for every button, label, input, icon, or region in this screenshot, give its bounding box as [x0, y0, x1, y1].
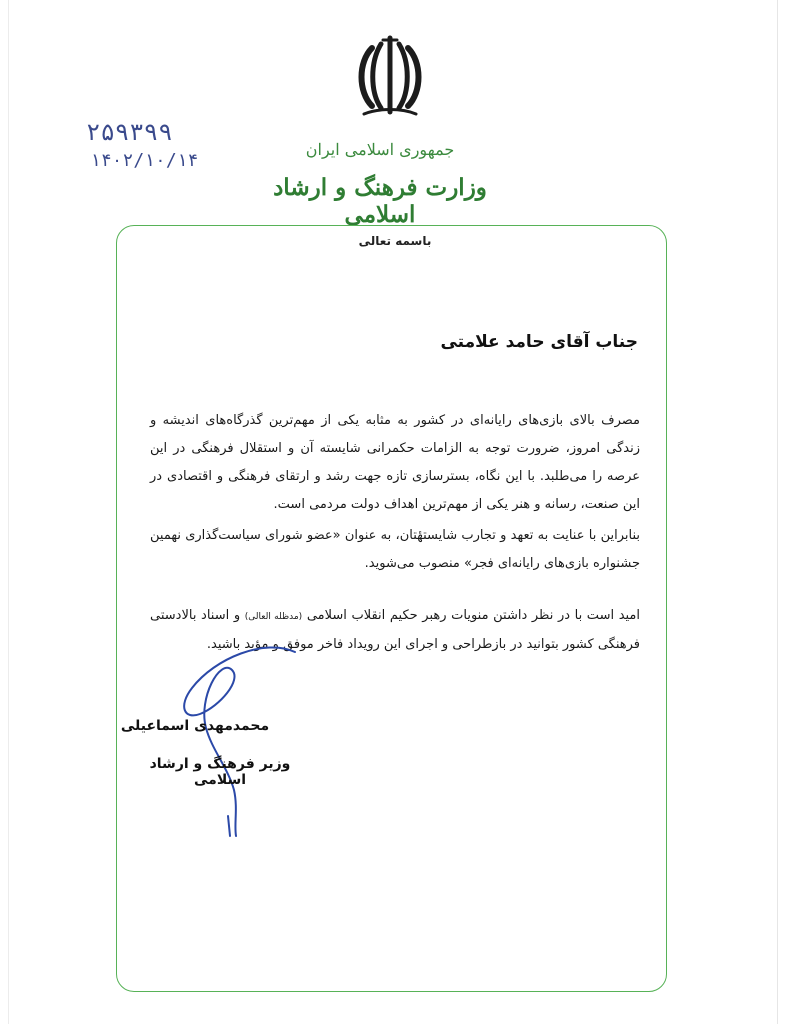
- paragraph-3-end: و اسناد بالادستی فرهنگی کشور بتوانید در بازطراحی و اجرای این رویداد فاخر موفق و مؤید باشید.: [150, 608, 640, 652]
- paragraph-3-start: امید است با در نظر داشتن منویات رهبر حکیم انقلاب اسلامی: [306, 608, 641, 623]
- ministry-name: وزارت فرهنگ و ارشاد اسلامی: [273, 174, 487, 228]
- signer-title: وزیر فرهنگ و ارشاد اسلامی: [149, 756, 291, 788]
- paragraph-2: بنابراین با عنایت به تعهد و تجارب شایستهٔتان، به عنوان «عضو شورای سیاست‌گذاری نهمین جشنواره بازی‌های رایانه‌ای فجر» منصوب می‌شوید.: [150, 528, 640, 571]
- country-name: جمهوری اسلامی ایران: [305, 140, 455, 159]
- letter-number: ۲۵۹۳۹۹: [86, 118, 173, 146]
- paragraph-1: مصرف بالای بازی‌های رایانه‌ای در کشور به مثابه یکی از مهم‌ترین گذرگاه‌های اندیشه و زندگی امروز، ضرورت توجه به الزامات حکمرانی شایسته آن و استقلال فرهنگی در این عرصه را می‌طلبد. با این نگاه، بسترسازی تازه جهت رشد و ارتقای فرهنگی و اقتصادی در این صنعت، رسانه و هنر یکی از مهم‌ترین اهداف دولت مردمی است.: [150, 413, 640, 512]
- signer-name: محمدمهدی اسماعیلی: [120, 718, 270, 734]
- invocation: باسمه تعالی: [358, 234, 432, 248]
- letter-date: ۱۴۰۲/۱۰/۱۴: [90, 150, 199, 171]
- recipient-line: جناب آقای حامد علامتی: [440, 332, 638, 352]
- iran-emblem-icon: [350, 34, 430, 118]
- honorific-note: (مدظله العالی): [244, 612, 303, 622]
- handwritten-signature: [170, 640, 310, 840]
